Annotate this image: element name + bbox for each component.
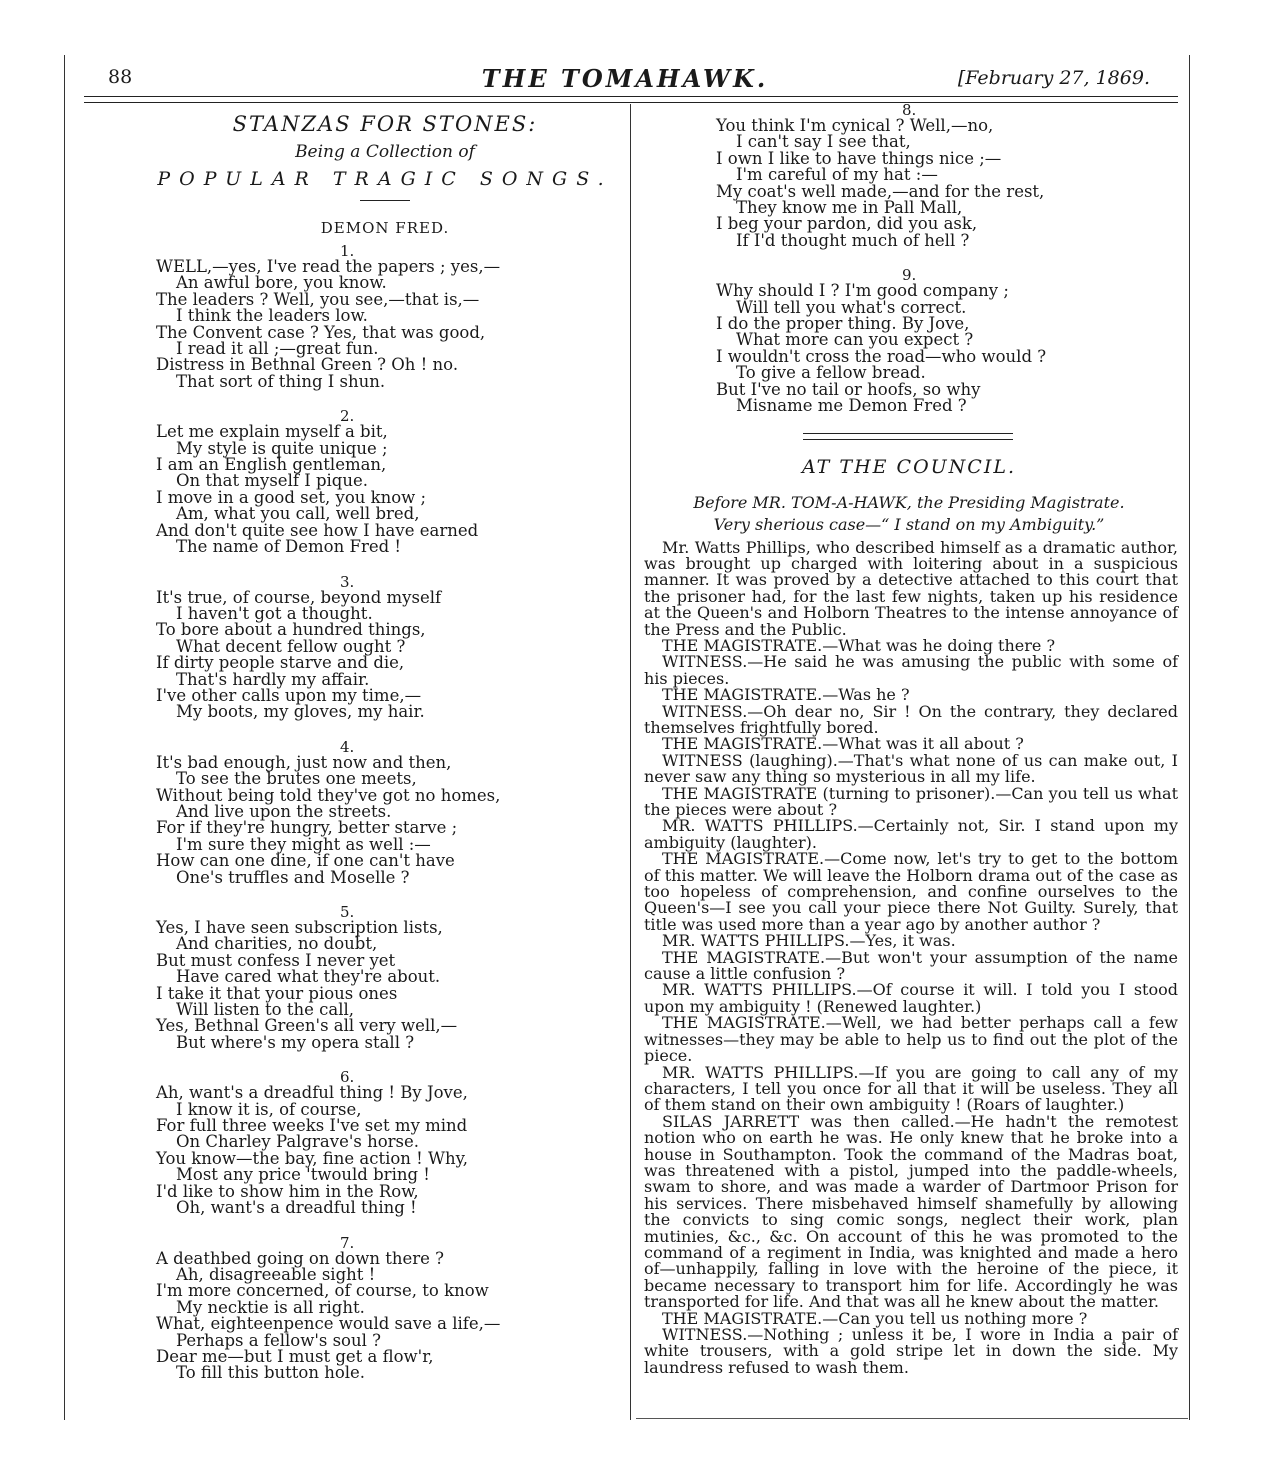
verse-line: Will tell you what's correct. xyxy=(736,297,967,317)
poem-collection-title: POPULAR TRAGIC SONGS. xyxy=(157,168,613,190)
stanza xyxy=(150,739,620,886)
stanza xyxy=(150,1235,620,1382)
left-column xyxy=(150,112,620,1382)
article-body xyxy=(640,537,1178,1377)
verse-line: You think I'm cynical ? Well,—no, xyxy=(716,116,994,135)
verse-line: What, eighteenpence would save a life,— xyxy=(156,1314,501,1334)
page-header xyxy=(90,66,1160,96)
verse-line: I've other calls upon my time,— xyxy=(156,685,422,705)
verse-line: An awful bore, you know. xyxy=(176,273,387,293)
stanza xyxy=(150,574,620,721)
verse-line: I'd like to show him in the Row, xyxy=(156,1181,419,1201)
verse-line: I read it all ;—great fun. xyxy=(176,339,379,359)
article-paragraph: THE MAGISTRATE (turning to prisoner).—Can you tell us what the pieces were about ? xyxy=(644,783,1178,819)
verse-line: On that myself I pique. xyxy=(176,471,368,491)
verse-line: And charities, no doubt, xyxy=(176,934,378,954)
article-paragraph: MR. WATTS PHILLIPS.—Certainly not, Sir. I stand upon my ambiguity (laughter). xyxy=(644,816,1178,852)
masthead: THE TOMAHAWK. xyxy=(481,64,769,93)
verse-line: That sort of thing I shun. xyxy=(176,371,386,391)
verse-line: You know—the bay, fine action ! Why, xyxy=(156,1148,469,1168)
article-paragraph: THE MAGISTRATE.—Come now, let's try to get to the bottom of this matter. We will leave the Holborn drama out of the case as too hopeless of comprehension, and confine ourselves to the Queen's—I see you call your piece there Not Guilty. Surely, that title was used more than a year ago by another author ? xyxy=(644,849,1178,934)
article-paragraph: MR. WATTS PHILLIPS.—Of course it will. I told you I stood upon my ambiguity ! (Renewed laughter.) xyxy=(644,980,1178,1016)
stanza-number: 4. xyxy=(340,737,355,756)
poem-continuation xyxy=(640,102,1178,415)
verse-line: Perhaps a fellow's soul ? xyxy=(176,1330,381,1350)
right-column xyxy=(640,102,1178,1376)
poem-title: STANZAS FOR STONES: xyxy=(232,112,538,136)
article-paragraph: THE MAGISTRATE.—What was he doing there ? xyxy=(662,635,1056,655)
stanza-number: 1. xyxy=(340,242,355,260)
title-rule xyxy=(360,200,410,201)
verse-line: I know it is, of course, xyxy=(176,1099,362,1119)
article-paragraph: SILAS JARRETT was then called.—He hadn't the remotest notion who on earth he was. He only knew that he broke into a house in Southampton. Took the command of the Madras boat, was threatened with a pistol, jumped into the paddle-wheels, swam to shore, and was made a warder of Dartmoor Prison for his services. There misbehaved himself shamefully by allowing the convicts to sing comic songs, neglect their work, plan mutinies, &c., &c. On account of this he was promoted to the command of a regiment in India, was knighted and made a hero of—unhappily, falling in love with the heroine of the piece, it became necessary to transport him for life. Accordingly he was transported for life. And that was all he knew about the matter. xyxy=(644,1111,1178,1312)
verse-line: To fill this button hole. xyxy=(176,1363,366,1383)
verse-line: It's bad enough, just now and then, xyxy=(156,752,452,772)
verse-line: Misname me Demon Fred ? xyxy=(736,396,967,416)
verse-line: The Convent case ? Yes, that was good, xyxy=(156,322,486,342)
article-paragraph: MR. WATTS PHILLIPS.—Yes, it was. xyxy=(662,931,956,951)
stanza xyxy=(640,102,1178,249)
verse-line: I beg your pardon, did you ask, xyxy=(716,214,978,234)
verse-line: But must confess I never yet xyxy=(156,950,396,970)
stanza xyxy=(150,408,620,555)
article-case-line: Very sherious case—“ I stand on my Ambiguity.” xyxy=(713,514,1105,534)
poem-subtitle: Being a Collection of xyxy=(295,142,475,162)
stanza-number: 5. xyxy=(340,903,355,921)
verse-line: Have cared what they're about. xyxy=(176,967,441,987)
stanza xyxy=(150,904,620,1051)
verse-line: Most any price 'twould bring ! xyxy=(176,1165,430,1185)
verse-line: Why should I ? I'm good company ; xyxy=(716,281,1009,301)
article-paragraph: THE MAGISTRATE.—But won't your assumption of the name cause a little confusion ? xyxy=(644,947,1178,984)
article-paragraph: THE MAGISTRATE.—What was it all about ? xyxy=(662,734,1024,754)
stanza-number: 9. xyxy=(902,266,917,285)
verse-line: And live upon the streets. xyxy=(176,801,392,821)
verse-line: But I've no tail or hoofs, so why xyxy=(716,379,981,399)
verse-line: I haven't got a thought. xyxy=(176,603,373,623)
verse-line: Without being told they've got no homes, xyxy=(156,785,501,805)
bottom-rule xyxy=(636,1418,1188,1419)
verse-line: I own I like to have things nice ;— xyxy=(716,148,1002,168)
verse-line: And don't quite see how I have earned xyxy=(156,520,479,540)
verse-line: What more can you expect ? xyxy=(736,330,974,350)
article-paragraph: THE MAGISTRATE.—Can you tell us nothing more ? xyxy=(662,1308,1088,1328)
verse-line: One's truffles and Moselle ? xyxy=(176,867,410,887)
verse-line: Distress in Bethnal Green ? Oh ! no. xyxy=(156,355,459,375)
issue-date: [February 27, 1869. xyxy=(957,67,1150,89)
verse-line: To see the brutes one meets, xyxy=(176,769,417,789)
stanza-number: 7. xyxy=(340,1233,355,1252)
verse-line: What decent fellow ought ? xyxy=(176,636,406,656)
verse-line: A deathbed going on down there ? xyxy=(156,1248,444,1268)
verse-line: I can't say I see that, xyxy=(736,132,911,152)
stanza xyxy=(150,1069,620,1216)
stanza-number: 8. xyxy=(902,101,917,119)
verse-line: I am an English gentleman, xyxy=(156,455,387,475)
verse-line: The name of Demon Fred ! xyxy=(176,537,402,557)
verse-line: I do the proper thing. By Jove, xyxy=(716,314,970,334)
verse-line: I take it that your pious ones xyxy=(156,983,398,1003)
verse-line: My necktie is all right. xyxy=(176,1297,365,1317)
verse-line: I move in a good set, you know ; xyxy=(156,487,427,507)
article-paragraph: THE MAGISTRATE.—Well, we had better perhaps call a few witnesses—they may be able to help us to find out the plot of the piece. xyxy=(644,1013,1178,1066)
article-before-line: Before MR. TOM-A-HAWK, the Presiding Magistrate. xyxy=(693,492,1125,512)
verse-line: I'm more concerned, of course, to know xyxy=(156,1281,489,1301)
verse-line: It's true, of course, beyond myself xyxy=(156,587,442,607)
page-number: 88 xyxy=(108,66,133,88)
verse-line: How can one dine, if one can't have xyxy=(156,851,455,871)
verse-line: The leaders ? Well, you see,—that is,— xyxy=(156,289,480,309)
verse-line: Dear me—but I must get a flow'r, xyxy=(156,1346,434,1366)
stanza-number: 6. xyxy=(340,1068,355,1087)
verse-line: Ah, disagreeable sight ! xyxy=(176,1264,376,1284)
stanza-number: 3. xyxy=(340,572,355,591)
section-divider xyxy=(803,433,1013,440)
verse-line: For full three weeks I've set my mind xyxy=(156,1116,468,1136)
verse-line: Yes, Bethnal Green's all very well,— xyxy=(156,1016,458,1036)
article-paragraph: WITNESS.—Nothing ; unless it be, I wore in India a pair of white trousers, with a gold stripe let in down the side. My laundress refused to wash them. xyxy=(644,1325,1178,1377)
verse-line: Will listen to the call, xyxy=(176,1000,354,1020)
article-paragraph: MR. WATTS PHILLIPS.—If you are going to call any of my characters, I tell you once for all that it will be useless. They all of them stand on their own ambiguity ! (Roars of laughter.) xyxy=(644,1062,1178,1115)
stanza xyxy=(640,267,1178,414)
verse-line: To bore about a hundred things, xyxy=(156,620,426,640)
verse-line: But where's my opera stall ? xyxy=(176,1032,415,1052)
article-paragraph: Mr. Watts Phillips, who described himself as a dramatic author, was brought up charged with loitering about in a suspicious manner. It was proved by a detective attached to this court that the prisoner had, for the last few nights, taken up his residence at the Queen's and Holborn Theatres to the intense annoyance of the Press and the Public. xyxy=(644,537,1178,639)
verse-line: That's hardly my affair. xyxy=(176,669,370,689)
article-paragraph: THE MAGISTRATE.—Was he ? xyxy=(662,685,910,705)
verse-line: Am, what you call, well bred, xyxy=(176,504,420,524)
verse-line: Ah, want's a dreadful thing ! By Jove, xyxy=(156,1083,468,1103)
verse-line: WELL,—yes, I've read the papers ; yes,— xyxy=(156,257,501,276)
piece-title: DEMON FRED. xyxy=(320,219,450,237)
verse-line: I'm careful of my hat :— xyxy=(736,165,938,185)
verse-line: On Charley Palgrave's horse. xyxy=(176,1132,420,1152)
verse-line: If dirty people starve and die, xyxy=(156,653,405,673)
article-paragraph: WITNESS.—Oh dear no, Sir ! On the contrary, they declared themselves frightfully bored. xyxy=(644,701,1178,737)
verse-line: To give a fellow bread. xyxy=(736,363,926,383)
verse-line: My boots, my gloves, my hair. xyxy=(176,702,425,722)
verse-line: If I'd thought much of hell ? xyxy=(736,230,970,250)
verse-line: They know me in Pall Mall, xyxy=(736,198,963,218)
stanza-number: 2. xyxy=(340,407,355,426)
column-divider xyxy=(630,104,631,1420)
verse-line: Let me explain myself a bit, xyxy=(156,422,388,442)
verse-line: I think the leaders low. xyxy=(176,306,368,326)
article-title: AT THE COUNCIL. xyxy=(802,455,1016,478)
verse-line: I wouldn't cross the road—who would ? xyxy=(716,346,1047,366)
stanza xyxy=(150,243,620,390)
article-paragraph: WITNESS.—He said he was amusing the public with some of his pieces. xyxy=(644,652,1178,688)
verse-line: My style is quite unique ; xyxy=(176,438,388,458)
verse-line: My coat's well made,—and for the rest, xyxy=(716,181,1045,201)
verse-line: For if they're hungry, better starve ; xyxy=(156,818,458,838)
article-paragraph: WITNESS (laughing).—That's what none of us can make out, I never saw any thing so mysterious in all my life. xyxy=(644,750,1178,787)
verse-line: Oh, want's a dreadful thing ! xyxy=(176,1198,417,1218)
verse-line: I'm sure they might as well :— xyxy=(176,834,431,854)
verse-line: Yes, I have seen subscription lists, xyxy=(156,918,443,937)
